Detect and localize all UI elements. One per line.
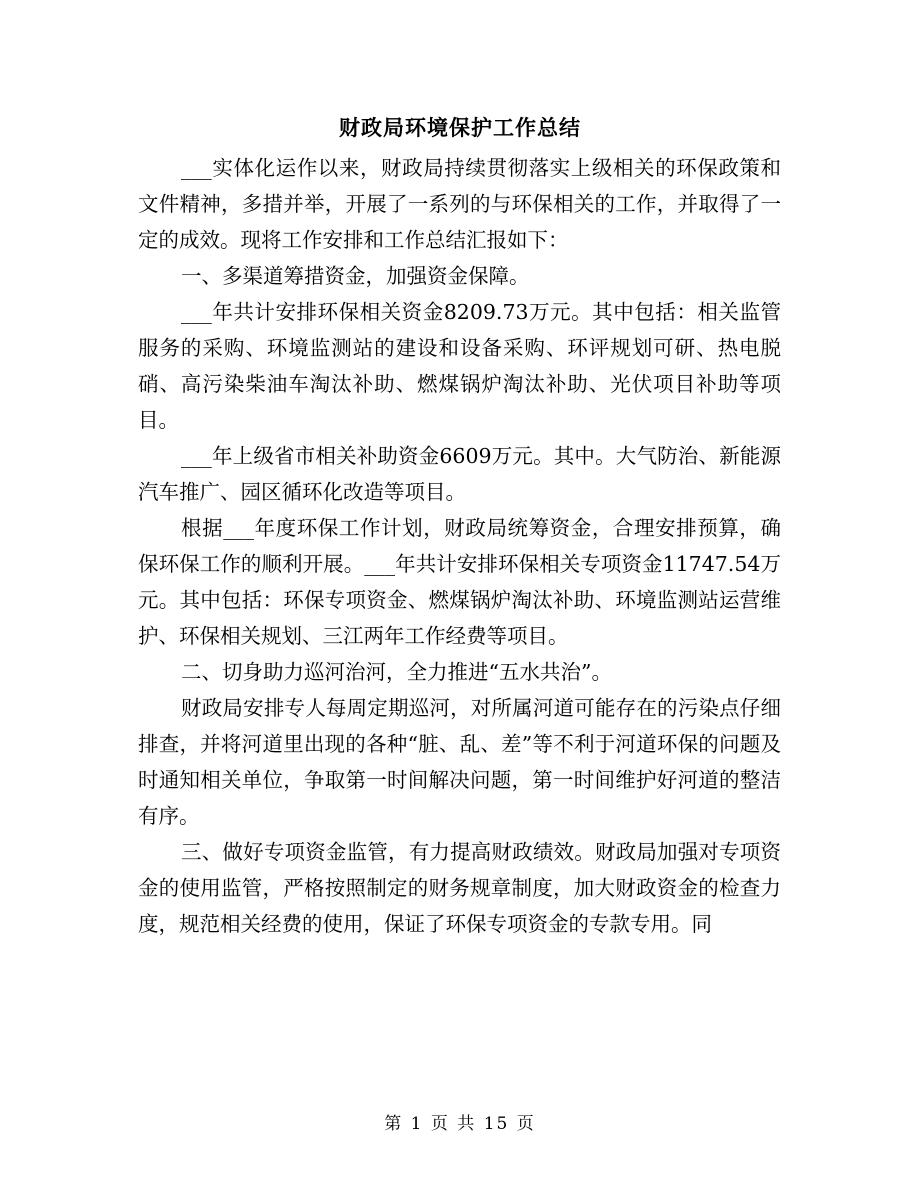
paragraph-annual-plan: 根据___年度环保工作计划，财政局统筹资金，合理安排预算，确保环保工作的顺利开展。___年共计安排环保相关专项资金11747.54万元。其中包括：环保专项资金、燃煤锅炉淘汰补助、环境监测站运营维护、环保相关规划、三江两年工作经费等项目。 — [138, 516, 781, 648]
paragraph-provincial-subsidy: ___年上级省市相关补助资金6609万元。其中。大气防治、新能源汽车推广、园区循环化改造等项目。 — [138, 444, 781, 504]
paragraph-section-3: 三、做好专项资金监管，有力提高财政绩效。财政局加强对专项资金的使用监管，严格按照制定的财务规章制度，加大财政资金的检查力度，规范相关经费的使用，保证了环保专项资金的专款专用。同 — [138, 840, 781, 936]
paragraph-river-patrol: 财政局安排专人每周定期巡河，对所属河道可能存在的污染点仔细排查，并将河道里出现的各种“脏、乱、差”等不利于河道环保的问题及时通知相关单位，争取第一时间解决问题，第一时间维护好河道的整洁有序。 — [138, 696, 781, 828]
paragraph-section-1-heading: 一、多渠道筹措资金，加强资金保障。 — [181, 264, 530, 288]
page-number-footer: 第 1 页 共 15 页 — [384, 1114, 536, 1134]
paragraph-section-2-heading: 二、切身助力巡河治河，全力推进“五水共治”。 — [181, 660, 613, 684]
document-body — [138, 150, 781, 942]
document-title: 财政局环境保护工作总结 — [339, 115, 581, 140]
paragraph-funds-arranged: ___年共计安排环保相关资金8209.73万元。其中包括：相关监管服务的采购、环境监测站的建设和设备采购、环评规划可研、热电脱硝、高污染柴油车淘汰补助、燃煤锅炉淘汰补助、光伏项目补助等项目。 — [138, 300, 781, 432]
paragraph-intro: ___实体化运作以来，财政局持续贯彻落实上级相关的环保政策和文件精神，多措并举，开展了一系列的与环保相关的工作，并取得了一定的成效。现将工作安排和工作总结汇报如下： — [138, 156, 781, 252]
